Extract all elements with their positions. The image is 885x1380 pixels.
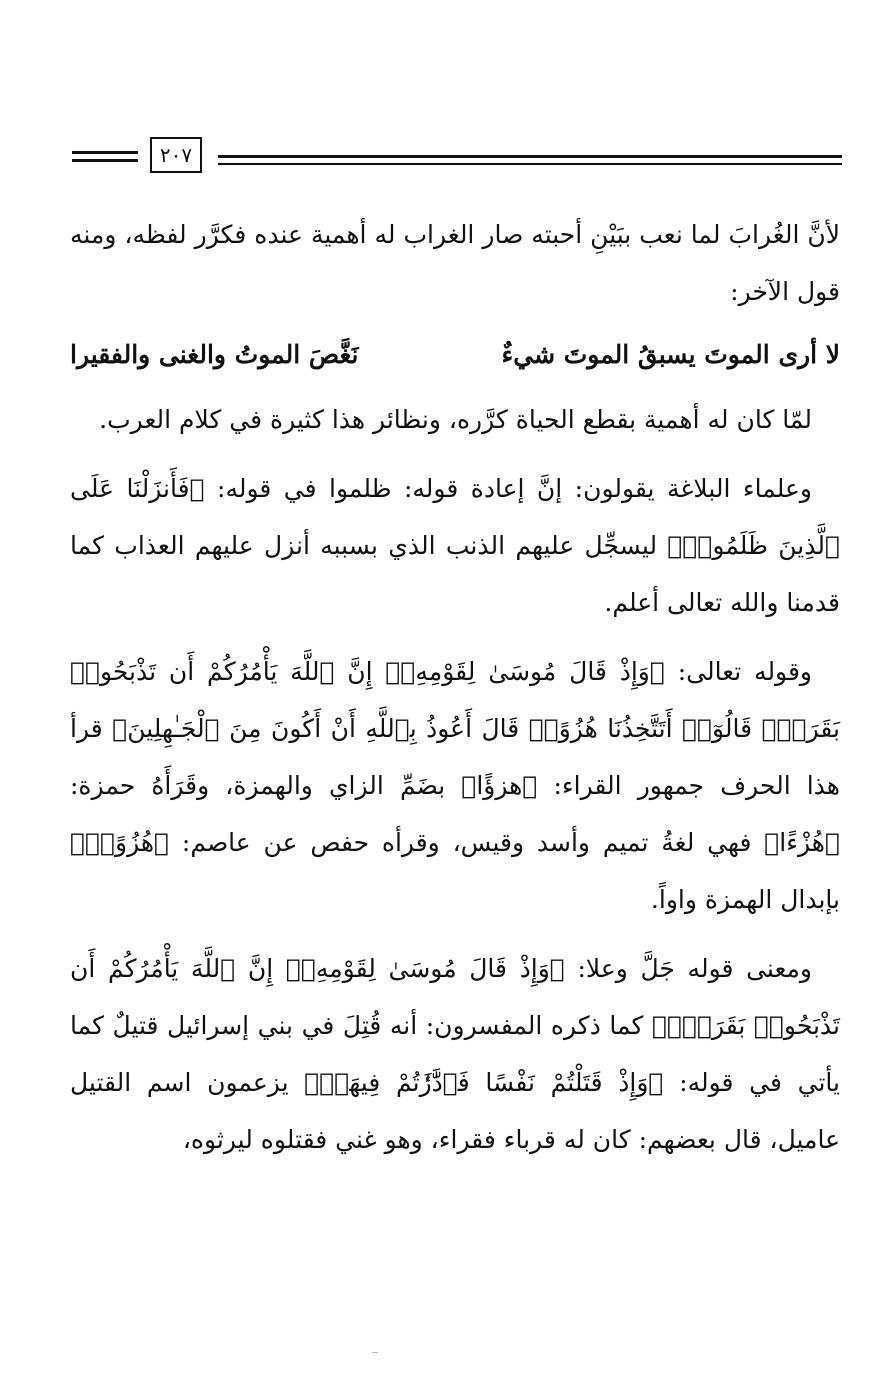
p4-quran-word-1: ﴿هزؤًا﴾ <box>461 771 538 800</box>
page-header <box>72 135 842 179</box>
p4-text-before: وقوله تعالى: <box>677 657 813 686</box>
p5-quran-quote-2: ﴿وَإِذْ قَتَلْتُمْ نَفْسًا فَٱدَّٰرَٰٔتُمْ فِيهَاۖ﴾ <box>304 1068 664 1097</box>
verse-first-hemistich: لا أرى الموتَ يسبقُ الموتَ شيءٌ <box>501 340 840 369</box>
paragraph-1: لأنَّ الغُرابَ لما نعب ببَيْنِ أحبته صار الغراب له أهمية عنده فكرَّر لفظه، ومنه قول الآخر: <box>70 220 840 306</box>
paragraph-4 <box>70 643 840 928</box>
paragraph-3 <box>70 460 840 631</box>
p4-quran-word-3: ﴿هُزُوًاۖ﴾ <box>70 828 170 857</box>
page-number: ٢٠٧ <box>150 137 202 173</box>
p4-text-4: بإبدال الهمزة واواً. <box>650 885 840 914</box>
verse-second-hemistich: نَغَّصَ الموتُ والغنى والفقيرا <box>70 340 359 369</box>
p5-text-1: كما ذكره المفسرون: أنه قُتِلَ في بني إسرائيل قتيلٌ كما يأتي في قوله: <box>70 1011 840 1097</box>
p5-quran-quote: ﴿وَإِذْ قَالَ مُوسَىٰ لِقَوْمِهِۦٓ إِنَّ ٱللَّهَ يَأْمُرُكُمْ أَن تَذْبَحُوا۟ بَقَرَةًۖ﴾ <box>70 954 840 1040</box>
p4-text-1: قرأ هذا الحرف جمهور القراء: <box>70 714 840 800</box>
header-rule-short <box>72 151 138 163</box>
scan-mark <box>372 1352 378 1353</box>
p5-text-before: ومعنى قوله جَلَّ وعلا: <box>577 954 813 983</box>
p3-quran-quote: ﴿فَأَنزَلْنَا عَلَى ٱلَّذِينَ ظَلَمُوا۟﴾ <box>70 474 840 560</box>
p4-quran-word-2: ﴿هُزْءًا﴾ <box>764 828 840 857</box>
paragraph-5 <box>70 940 840 1168</box>
p3-text-before: وعلماء البلاغة يقولون: إنَّ إعادة قوله: ظلموا في قوله: <box>217 474 812 503</box>
p4-quran-quote: ﴿وَإِذْ قَالَ مُوسَىٰ لِقَوْمِهِۦٓ إِنَّ ٱللَّهَ يَأْمُرُكُمْ أَن تَذْبَحُوا۟ بَقَرَةًۖ قَالُوٓا۟ أَتَتَّخِذُنَا هُزُوًاۖ قَالَ أَعُوذُ بِٱللَّهِ أَنْ أَكُونَ مِنَ ٱلْجَـٰهِلِينَ﴾ <box>70 657 840 743</box>
page-body <box>70 206 840 1168</box>
p4-text-2: بضَمِّ الزاي والهمزة، وقَرَأَهُ حمزة: <box>70 771 446 800</box>
paragraph-2: لمّا كان له أهمية بقطع الحياة كرَّره، ونظائر هذا كثيرة في كلام العرب. <box>99 405 812 434</box>
p4-text-3: فهي لغةُ تميم وأسد وقيس، وقرأه حفص عن عاصم: <box>181 828 752 857</box>
poetry-verse <box>70 326 840 383</box>
header-rule-long <box>218 155 842 167</box>
p5-text-2: يزعمون اسم القتيل عاميل، قال بعضهم: كان له قرباء فقراء، وهو غني فقتلوه ليرثوه، <box>70 1068 840 1154</box>
p3-text-after: ليسجِّل عليهم الذنب الذي بسببه أنزل عليهم العذاب كما قدمنا والله تعالى أعلم. <box>70 531 840 617</box>
